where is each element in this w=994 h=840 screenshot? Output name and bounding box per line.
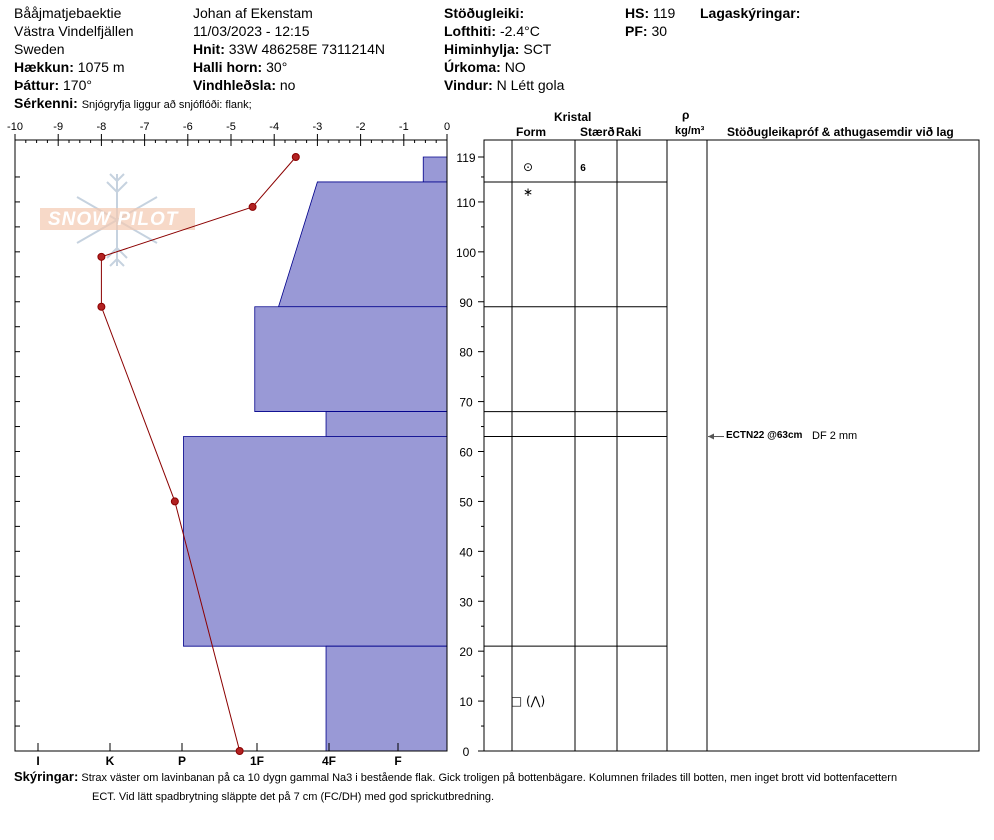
temp-tick-label: 0 [443, 121, 451, 133]
observation-datetime: 11/03/2023 - 12:15 [193, 23, 310, 39]
height-tick-label: 119 [456, 151, 476, 165]
wind-loading-label: Vindhleðsla: [193, 77, 276, 93]
crystal-header: Kristal [554, 110, 592, 124]
hardness-layer-5 [326, 646, 447, 751]
slope-value: 30° [266, 59, 288, 75]
height-tick-label: 50 [459, 495, 473, 510]
wind-loading-value: no [279, 77, 296, 93]
special-label: Sérkenni: [14, 95, 78, 111]
crystal-form-2: □ (⋀) [510, 694, 546, 709]
temp-tick-label: -2 [355, 121, 366, 133]
hardness-layer-0 [423, 157, 447, 182]
temp-tick-label: -7 [139, 121, 150, 133]
temperature-point [98, 253, 105, 260]
hardness-layer-1 [279, 182, 447, 307]
height-tick-label: 70 [459, 395, 473, 410]
temperature-point [171, 498, 178, 505]
moisture-header: Raki [616, 125, 642, 139]
density-unit: kg/m³ [675, 125, 705, 137]
region-name: Västra Vindelfjällen [14, 23, 134, 39]
crystal-form-0: ⊙ [522, 159, 534, 174]
pf-label: PF: [625, 23, 648, 39]
height-tick-label: 10 [459, 695, 473, 710]
stability-tests-header: Stöðugleikapróf & athugasemdir við lag [727, 125, 954, 139]
temp-tick-label: -3 [312, 121, 323, 133]
coords-label: Hnit: [193, 41, 225, 57]
temp-tick-label: -10 [7, 121, 23, 133]
density-symbol: ρ [682, 108, 690, 122]
hardness-tick-label: P [177, 754, 187, 768]
hardness-layer-4 [183, 437, 447, 647]
size-header: Stærð [580, 125, 615, 139]
air-temp-label: Lofthiti: [444, 23, 497, 39]
stability-test-note: DF 2 mm [812, 430, 858, 442]
coords-value: 33W 486258E 7311214N [228, 41, 385, 57]
air-temp-value: -2.4°C [499, 23, 540, 39]
hardness-tick-label: 1F [249, 754, 265, 768]
crystal-size-0: 6 [580, 162, 586, 174]
height-tick-label: 90 [459, 295, 473, 310]
temp-tick-label: -1 [398, 121, 409, 133]
slope-label: Halli horn: [193, 59, 263, 75]
sky-label: Himinhylja: [444, 41, 520, 57]
precip-label: Úrkoma: [444, 59, 501, 75]
country-name: Sweden [14, 41, 65, 57]
wind-value: N Létt gola [496, 77, 565, 93]
location-name: Bååjmatjebaektie [14, 5, 122, 21]
temperature-point [98, 303, 105, 310]
stability-label: Stöðugleiki: [444, 5, 525, 21]
hardness-layer-3 [326, 412, 447, 437]
crystal-form-1: ∗ [522, 184, 534, 199]
stability-test-code: ECTN22 @63cm [726, 430, 803, 441]
comments-block [14, 767, 994, 807]
comments-line2: ECT. Vid lätt spadbrytning släppte det på 7 cm (FC/DH) med god sprickutbredning. [92, 791, 495, 803]
comments-label: Skýringar: [14, 769, 79, 784]
hardness-tick-label: F [394, 754, 402, 768]
height-tick-label: 20 [459, 645, 473, 660]
observer-name: Johan af Ekenstam [193, 5, 313, 21]
layer-table-frame [484, 140, 979, 751]
height-tick-label: 0 [462, 745, 470, 759]
hardness-tick-label: I [36, 754, 40, 768]
sky-value: SCT [523, 41, 552, 57]
temperature-point [292, 154, 299, 161]
height-tick-label: 60 [459, 445, 473, 460]
stability-arrow-head [708, 434, 714, 440]
height-tick-label: 80 [459, 345, 473, 360]
elevation-value: 1075 m [77, 59, 125, 75]
temperature-point [236, 748, 243, 755]
aspect-value: 170° [63, 77, 92, 93]
hardness-layer-2 [255, 307, 447, 412]
form-header: Form [516, 125, 546, 139]
height-tick-label: 40 [459, 545, 473, 560]
comments-line1: Strax väster om lavinbanan på ca 10 dygn gammal Na3 i bestående flak. Gick troligen på bottenbägare. Kolumnen frilades till botten, men inget brott vid bottenfacettern [81, 772, 898, 784]
temp-tick-label: -6 [182, 121, 193, 133]
precip-value: NO [504, 59, 526, 75]
wind-label: Vindur: [444, 77, 493, 93]
hs-label: HS: [625, 5, 650, 21]
height-tick-label: 30 [459, 595, 473, 610]
special-value: Snjógryfja liggur að snjóflóði: flank; [81, 99, 252, 111]
aspect-label: Þáttur: [14, 77, 60, 93]
hardness-tick-label: 4F [321, 754, 337, 768]
height-tick-label: 100 [455, 245, 477, 260]
temp-tick-label: -9 [53, 121, 64, 133]
elevation-label: Hækkun: [14, 59, 74, 75]
temperature-point [249, 203, 256, 210]
pf-value: 30 [651, 23, 668, 39]
height-tick-label: 110 [456, 195, 476, 210]
hs-value: 119 [653, 5, 676, 21]
hardness-tick-label: K [105, 754, 115, 768]
layer-notes-label: Lagaskýringar: [700, 5, 801, 21]
temp-tick-label: -4 [269, 121, 280, 133]
watermark-text: SNOW PILOT [48, 209, 179, 230]
temp-tick-label: -5 [226, 121, 236, 133]
temp-tick-label: -8 [96, 121, 107, 133]
